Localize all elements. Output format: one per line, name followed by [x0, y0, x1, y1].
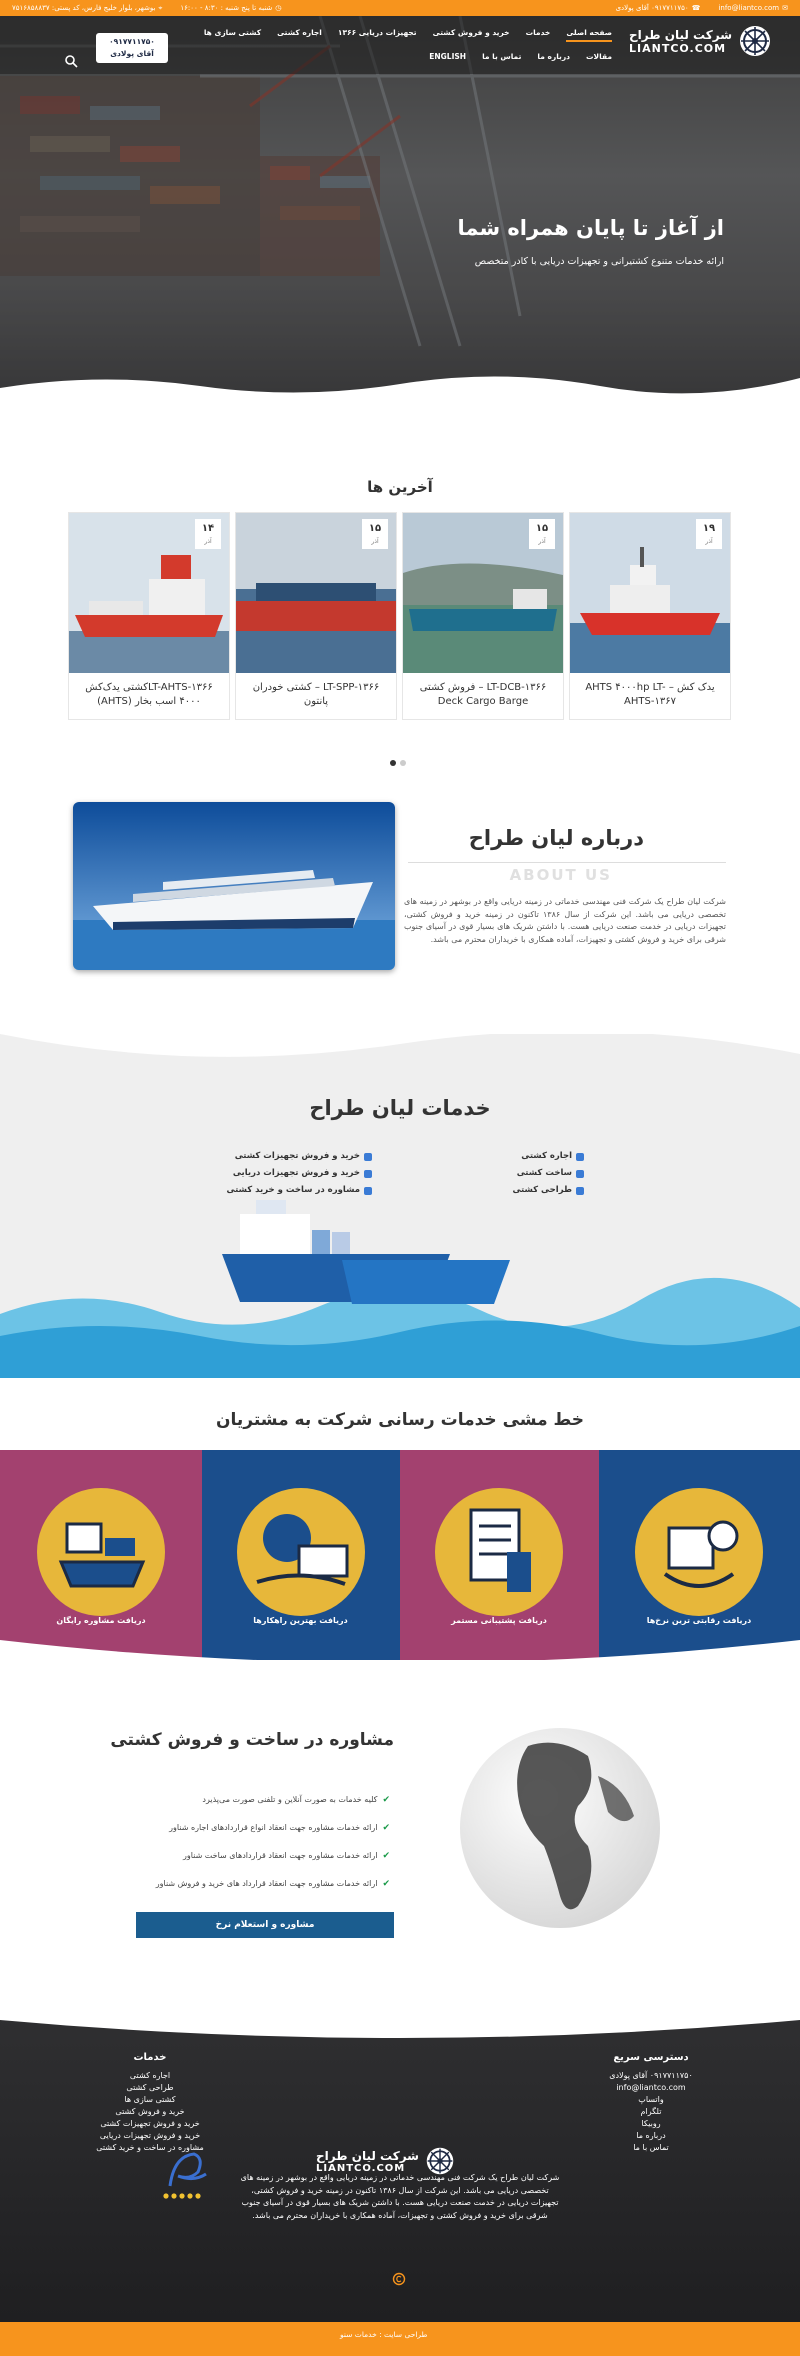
footer-services: خدمات اجاره کشتی طراحی کشتی کشتی سازی ها خرید و فروش کشتی خرید و فروش تجهیزات کشتی خرید و فروش تجهیزات دریایی مشاوره در ساخت و خرید کشتی — [70, 2052, 230, 2154]
user-icon — [576, 1170, 584, 1178]
user-icon — [364, 1170, 372, 1178]
footer-link[interactable]: خرید و فروش کشتی — [115, 2107, 185, 2116]
latest-title: آخرین ها — [367, 478, 433, 496]
topbar-address: ⌖ بوشهر، بلوار خلیج فارس، کد پستی: ۷۵۱۶۸۵۸۸۳۷ — [12, 3, 163, 12]
handshake-icon — [635, 1488, 763, 1616]
service-item[interactable]: خرید و فروش تجهیزات دریایی — [227, 1165, 373, 1182]
trust-badge-icon[interactable] — [154, 2146, 218, 2204]
post-card[interactable] — [235, 512, 397, 720]
consult-item: ✔ کلیه خدمات به صورت آنلاین و تلفنی صورت می‌پذیرد — [160, 1786, 390, 1814]
footer-credit[interactable]: طراحی سایت : خدمات سنو — [340, 2330, 428, 2339]
hero-banner — [0, 16, 800, 414]
hero-subtitle: ارائه خدمات متنوع کشتیرانی و تجهیزات دریایی با کادر متخصص — [474, 256, 724, 267]
check-icon: ✔ — [382, 1851, 390, 1861]
nav-ship-rental[interactable]: اجاره کشتی — [277, 28, 322, 37]
footer-link[interactable]: مشاوره در ساخت و خرید کشتی — [96, 2143, 204, 2152]
post-date: ۱۵ آذر — [529, 519, 555, 549]
copyright-icon — [392, 2272, 406, 2286]
user-icon — [576, 1187, 584, 1195]
policy-label: دریافت بهترین راهکارها — [253, 1616, 348, 1625]
service-item[interactable]: ساخت کشتی — [512, 1165, 584, 1182]
globe-illustration — [448, 1716, 672, 1940]
footer-link[interactable]: اجاره کشتی — [129, 2071, 171, 2080]
map-route-icon — [237, 1488, 365, 1616]
logo-text: شرکت لیان طراح — [629, 27, 732, 42]
policy-panel — [0, 1450, 202, 1660]
footer-bottom-bar — [0, 2322, 800, 2356]
footer-link[interactable]: تماس با ما — [633, 2143, 669, 2152]
cargo-ship-illustration — [222, 1200, 510, 1304]
about-body: شرکت لیان طراح یک شرکت فنی مهندسی خدماتی در زمینه دریایی واقع در بوشهر در زمینه های تخصصی دریایی می باشد. این شرکت از سال ۱۳۸۶ تاکنون در زمینه خرید و فروش کشتی، تجهیزات دریایی در خدمت صنعت دریایی هست. با داشتن شریک های بسیار قوی در آسیای جنوب شرقی برای خرید و فروش کشتی و تجهیزات، آماده همکاری با خریداران محترم می باشد. — [404, 897, 726, 944]
about-cruise-ship-image — [73, 802, 395, 970]
post-title[interactable]: یدک کش – AHTS ۴۰۰۰hp LT-AHTS-۱۳۶۷ — [585, 682, 715, 707]
policy-title: خط مشی خدمات رسانی شرکت به مشتریان — [215, 1410, 584, 1430]
post-card[interactable] — [68, 512, 230, 720]
policy-label: دریافت مشاوره رایگان — [56, 1616, 146, 1625]
header-phone-box[interactable] — [96, 33, 168, 63]
user-icon — [364, 1153, 372, 1161]
post-title[interactable]: LT-SPP-۱۳۶۶ – کشتی خودران پانتون — [252, 682, 380, 707]
header-phone-number: ۰۹۱۷۷۱۱۷۵۰ — [109, 37, 155, 46]
site-logo[interactable] — [629, 24, 772, 58]
nav-ship-trade[interactable]: خرید و فروش کشتی — [432, 28, 510, 37]
about-ghost-title: ABOUT US — [509, 866, 612, 884]
post-title[interactable]: LT-AHTS-۱۳۶۶کشتی یدک‌کش ۴۰۰۰ اسب بخار (AHTS) — [85, 682, 213, 707]
service-item[interactable]: خرید و فروش تجهیزات کشتی — [227, 1148, 373, 1165]
post-title[interactable]: LT-DCB-۱۳۶۶ – فروش کشتی Deck Cargo Barge — [419, 682, 547, 707]
nav-shipbuilding[interactable]: کشتی سازی ها — [203, 28, 262, 37]
footer-link[interactable]: واتساپ — [638, 2095, 664, 2104]
carousel-dot-active[interactable] — [390, 760, 396, 766]
services-waves — [0, 1034, 800, 1378]
post-date: ۱۴ آذر — [195, 519, 221, 549]
footer-link[interactable]: درباره ما — [636, 2131, 666, 2140]
footer-link[interactable]: روبیکا — [641, 2119, 661, 2128]
check-icon: ✔ — [382, 1795, 390, 1805]
footer-link[interactable]: خرید و فروش تجهیزات کشتی — [100, 2119, 200, 2128]
phone-icon: ☎ — [691, 4, 701, 12]
footer-link[interactable]: کشتی سازی ها — [124, 2095, 176, 2104]
mail-icon: ✉ — [782, 4, 788, 12]
carousel-dot[interactable] — [400, 760, 406, 766]
policy-label: دریافت رقابتی ترین نرخ‌ها — [646, 1616, 752, 1625]
location-icon: ⌖ — [158, 3, 163, 12]
checklist-icon — [435, 1488, 563, 1616]
topbar — [0, 0, 800, 16]
footer-quick-links: دسترسی سریع ۰۹۱۷۷۱۱۷۵۰ آقای پولادی info@liantco.com واتساپ تلگرام روبیکا درباره ما تماس با ما — [576, 2052, 726, 2154]
policy-panel — [201, 1450, 400, 1660]
clock-icon: ◷ — [275, 4, 282, 12]
service-item[interactable]: مشاوره در ساخت و خرید کشتی — [227, 1182, 373, 1199]
check-icon: ✔ — [382, 1879, 390, 1889]
about-divider — [408, 862, 726, 863]
post-date: ۱۵ آذر — [362, 519, 388, 549]
footer-link[interactable]: خرید و فروش تجهیزات دریایی — [99, 2131, 201, 2140]
consult-button[interactable]: مشاوره و استعلام نرخ — [136, 1912, 394, 1938]
nav-services[interactable]: خدمات — [525, 28, 551, 37]
post-date: ۱۹ آذر — [696, 519, 722, 549]
hero-title: از آغاز تا پایان همراه شما — [457, 216, 724, 240]
services-list-left — [227, 1148, 373, 1199]
carousel-dots — [390, 760, 406, 766]
consult-item: ✔ ارائه خدمات مشاوره جهت انعقاد قراردادهای ساخت شناور — [160, 1842, 390, 1870]
user-icon — [576, 1153, 584, 1161]
post-card[interactable] — [402, 512, 564, 720]
policy-bottom-curve — [0, 1640, 800, 1666]
nav-english[interactable]: ENGLISH — [429, 52, 467, 61]
nav-marine-equipment[interactable]: تجهیزات دریایی ۱۳۶۶ — [337, 28, 417, 37]
services-list-right — [512, 1148, 584, 1199]
consult-title: مشاوره در ساخت و فروش کشتی — [110, 1730, 394, 1750]
footer-link[interactable]: تلگرام — [640, 2107, 662, 2116]
main-nav — [172, 28, 612, 64]
about-title: درباره لیان طراح — [468, 826, 644, 850]
post-card[interactable] — [569, 512, 731, 720]
hero-port-image — [0, 16, 800, 414]
consult-item: ✔ ارائه خدمات مشاوره جهت انعقاد انواع قراردادهای اجاره شناور — [160, 1814, 390, 1842]
user-icon — [364, 1187, 372, 1195]
consult-item: ✔ ارائه خدمات مشاوره جهت انعقاد قرارداد های خرید و فروش شناور — [160, 1870, 390, 1898]
policy-label: دریافت پشتیبانی مستمر — [451, 1616, 547, 1625]
footer-link[interactable]: ۰۹۱۷۷۱۱۷۵۰ آقای پولادی — [609, 2071, 693, 2080]
topbar-hours: ◷ شنبه تا پنج شنبه : ۸:۳۰ - ۱۶:۰۰ — [180, 4, 282, 12]
topbar-phone[interactable]: ☎ ۰۹۱۷۷۱۱۷۵۰ آقای پولادی — [615, 4, 701, 12]
service-item[interactable]: طراحی کشتی — [512, 1182, 584, 1199]
footer-link[interactable]: طراحی کشتی — [126, 2083, 174, 2092]
consult-list — [155, 1786, 390, 1898]
service-item[interactable]: اجاره کشتی — [512, 1148, 584, 1165]
search-icon[interactable] — [64, 54, 78, 68]
policy-panel — [598, 1450, 800, 1660]
nav-home[interactable]: صفحه اصلی — [566, 28, 612, 42]
nav-contact[interactable]: تماس با ما — [482, 52, 522, 61]
site-header — [0, 16, 800, 74]
check-icon: ✔ — [382, 1823, 390, 1833]
footer-about: شرکت لیان طراح یک شرکت فنی مهندسی خدماتی در زمینه دریایی واقع در بوشهر در زمینه های تخصصی دریایی می باشد. این شرکت از سال ۱۳۸۶ تاکنون در زمینه خرید و فروش کشتی، تجهیزات دریایی در خدمت صنعت دریایی هست. با داشتن شریک های بسیار قوی در آسیای جنوب شرقی برای خرید و فروش کشتی و تجهیزات، آماده همکاری با خریداران محترم می باشد. — [240, 2173, 560, 2220]
footer-top-curve — [0, 2016, 800, 2046]
services-section — [0, 1034, 800, 1378]
nav-about[interactable]: درباره ما — [537, 52, 571, 61]
footer-link[interactable]: info@liantco.com — [616, 2083, 686, 2092]
services-title: خدمات لیان طراح — [309, 1096, 491, 1120]
header-phone-name: آقای پولادی — [110, 49, 154, 58]
ship-consult-icon — [37, 1488, 165, 1616]
logo-domain: LIANTCO.COM — [629, 41, 727, 55]
policy-panel — [399, 1450, 599, 1660]
nav-articles[interactable]: مقالات — [586, 52, 612, 61]
topbar-email[interactable]: ✉ info@liantco.com — [718, 4, 788, 12]
footer-logo[interactable]: شرکت لیان طراح LIANTCO.COM — [316, 2146, 455, 2176]
ship-wheel-icon — [738, 24, 772, 58]
